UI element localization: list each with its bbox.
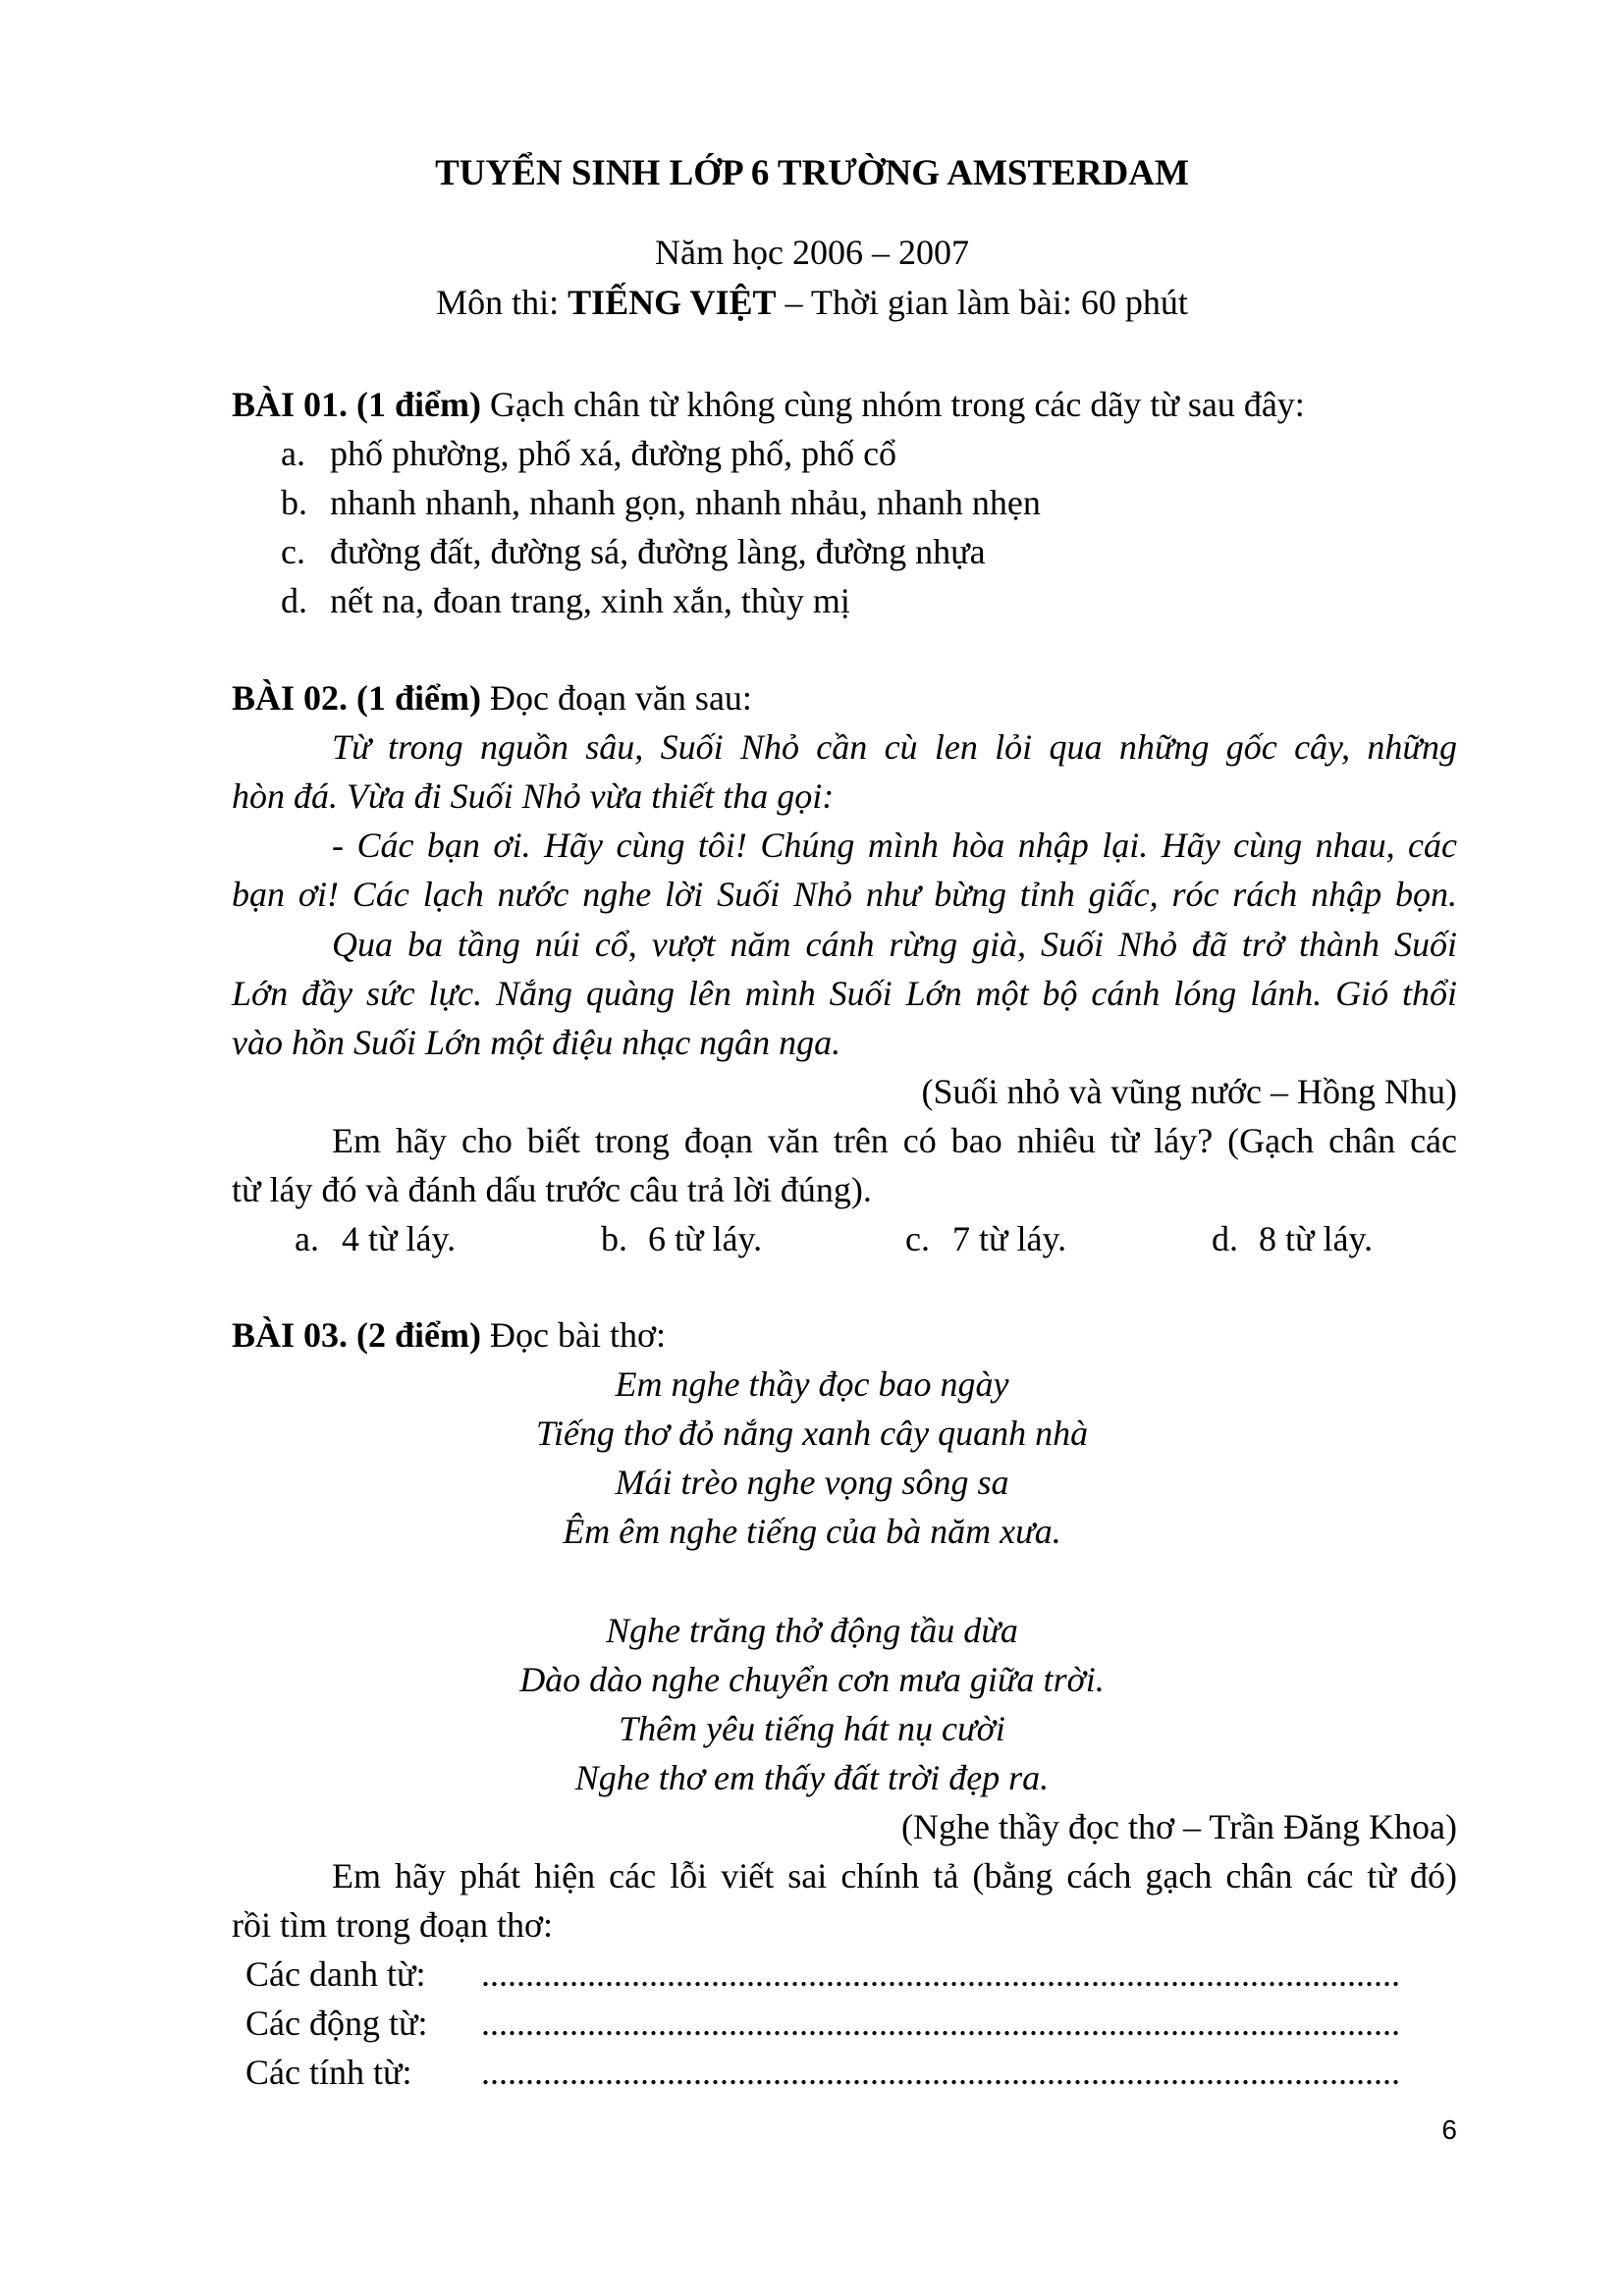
- list-item: [281, 527, 986, 576]
- question-line: từ láy đó và đánh dấu trước câu trả lời đúng).: [232, 1170, 872, 1209]
- field-label: Các động từ:: [245, 2003, 428, 2043]
- poem-line: Nghe trăng thở động tầu dừa: [606, 1611, 1018, 1650]
- option-text: 6 từ láy.: [648, 1219, 763, 1258]
- poem-line: Nghe thơ em thấy đất trời đẹp ra.: [574, 1758, 1050, 1797]
- item-text: đường đất, đường sá, đường làng, đường nhựa: [330, 532, 986, 571]
- subject-suffix: – Thời gian làm bài: 60 phút: [776, 283, 1188, 322]
- passage-line: - Các bạn ơi. Hãy cùng tôi! Chúng mình hòa nhập lại. Hãy cùng nhau, các: [332, 826, 1457, 865]
- poem-line: Thêm yêu tiếng hát nụ cười: [619, 1709, 1005, 1748]
- poem-line: Tiếng thơ đỏ nắng xanh cây quanh nhà: [535, 1414, 1089, 1453]
- bai3-heading: [232, 1310, 666, 1360]
- question-line: Em hãy phát hiện các lỗi viết sai chính tả (bằng cách gạch chân các từ đó): [332, 1856, 1457, 1896]
- item-text: phố phường, phố xá, đường phố, phố cổ: [330, 434, 897, 473]
- answer-option: [295, 1214, 456, 1263]
- answer-option: [905, 1214, 1066, 1263]
- field-label: Các tính từ:: [245, 2053, 412, 2092]
- item-marker: b.: [281, 483, 307, 522]
- passage-line: hòn đá. Vừa đi Suối Nhỏ vừa thiết tha gọi:: [232, 776, 835, 816]
- poem-line: Dào dào nghe chuyển cơn mưa giữa trời.: [519, 1660, 1105, 1699]
- option-text: 8 từ láy.: [1259, 1219, 1374, 1258]
- poem-line: Mái trèo nghe vọng sông sa: [615, 1463, 1009, 1502]
- bai1-label: BÀI 01. (1 điểm): [232, 385, 481, 424]
- option-text: 4 từ láy.: [342, 1219, 457, 1258]
- item-text: nhanh nhanh, nhanh gọn, nhanh nhảu, nhanh nhẹn: [330, 483, 1041, 522]
- question-line: rồi tìm trong đoạn thơ:: [232, 1905, 554, 1945]
- passage-source: (Suối nhỏ và vũng nước – Hồng Nhu): [921, 1072, 1457, 1111]
- list-item: [281, 478, 1041, 527]
- field-label: Các danh từ:: [245, 1954, 426, 1994]
- option-marker: c.: [905, 1219, 930, 1258]
- passage-line: bạn ơi! Các lạch nước nghe lời Suối Nhỏ như bừng tỉnh giấc, róc rách nhập bọn.: [232, 875, 1457, 914]
- subject-name: TIẾNG VIỆT: [568, 283, 777, 322]
- passage-line: Lớn đầy sức lực. Nắng quàng lên mình Suối Lớn một bộ cánh lóng lánh. Gió thổi: [232, 974, 1457, 1013]
- item-text: nết na, đoan trang, xinh xắn, thùy mị: [330, 581, 850, 620]
- question-line: Em hãy cho biết trong đoạn văn trên có bao nhiêu từ láy? (Gạch chân các: [332, 1121, 1457, 1160]
- subject-line: [0, 278, 1624, 327]
- item-marker: c.: [281, 532, 305, 571]
- subject-prefix: Môn thi:: [436, 283, 568, 322]
- passage-line: Qua ba tầng núi cổ, vượt năm cánh rừng già, Suối Nhỏ đã trở thành Suối: [332, 925, 1457, 964]
- bai2-heading: [232, 673, 752, 722]
- answer-blank[interactable]: ........................................................................................................: [481, 1954, 1400, 1994]
- bai3-label: BÀI 03. (2 điểm): [232, 1315, 481, 1355]
- list-item: [281, 429, 896, 478]
- page-title: TUYỂN SINH LỚP 6 TRƯỜNG AMSTERDAM: [435, 153, 1189, 193]
- bai3-prompt: Đọc bài thơ:: [481, 1315, 666, 1355]
- poem-line: Em nghe thầy đọc bao ngày: [615, 1364, 1009, 1404]
- bai1-prompt: Gạch chân từ không cùng nhóm trong các dãy từ sau đây:: [481, 385, 1305, 424]
- answer-option: [1212, 1214, 1373, 1263]
- school-year: Năm học 2006 – 2007: [655, 233, 969, 272]
- answer-blank[interactable]: ........................................................................................................: [481, 2003, 1400, 2043]
- bai2-label: BÀI 02. (1 điểm): [232, 678, 481, 718]
- item-marker: d.: [281, 581, 307, 620]
- answer-blank[interactable]: ........................................................................................................: [481, 2053, 1400, 2092]
- bai2-prompt: Đọc đoạn văn sau:: [481, 678, 752, 718]
- poem-source: (Nghe thầy đọc thơ – Trần Đăng Khoa): [901, 1807, 1457, 1846]
- answer-field-verbs: [245, 1999, 427, 2048]
- list-item: [281, 576, 850, 625]
- poem-line: Êm êm nghe tiếng của bà năm xưa.: [563, 1512, 1061, 1551]
- answer-field-adjectives: [245, 2048, 412, 2097]
- passage-line: vào hồn Suối Lớn một điệu nhạc ngân nga.: [232, 1023, 841, 1062]
- option-marker: a.: [295, 1219, 319, 1258]
- option-text: 7 từ láy.: [952, 1219, 1067, 1258]
- page-number: 6: [1441, 2114, 1457, 2145]
- answer-option: [601, 1214, 762, 1263]
- option-marker: d.: [1212, 1219, 1238, 1258]
- bai1-heading: [232, 380, 1305, 429]
- option-marker: b.: [601, 1219, 627, 1258]
- answer-field-nouns: [245, 1949, 425, 1999]
- item-marker: a.: [281, 434, 305, 473]
- passage-line: Từ trong nguồn sâu, Suối Nhỏ cần cù len lỏi qua những gốc cây, những: [332, 727, 1457, 767]
